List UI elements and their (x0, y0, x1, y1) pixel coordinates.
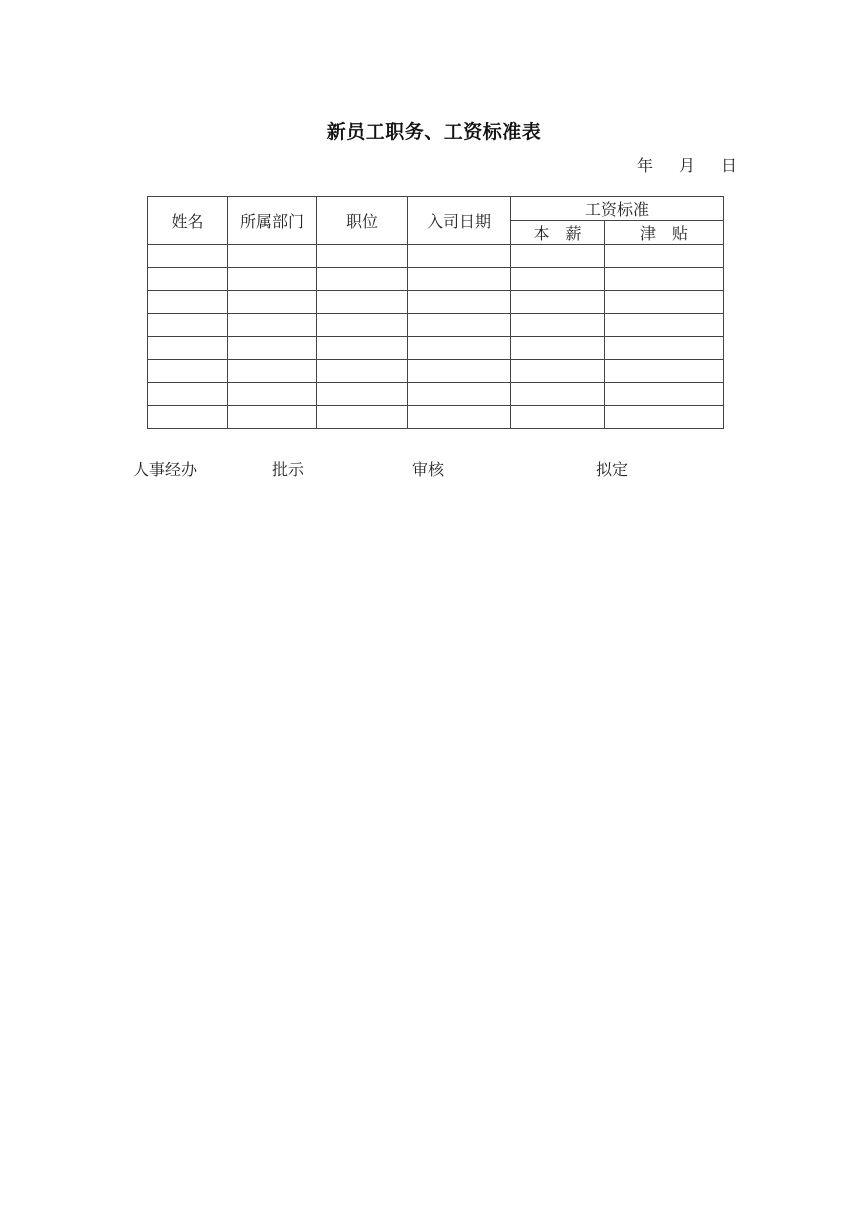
table-cell-hire-date[interactable] (408, 360, 511, 383)
table-cell-position[interactable] (317, 314, 408, 337)
table-cell-hire-date[interactable] (408, 268, 511, 291)
date-year-label: 年 (636, 156, 653, 175)
footer-hr-handler: 人事经办 (133, 460, 198, 479)
table-cell-department[interactable] (228, 406, 317, 429)
document-title: 新员工职务、工资标准表 (326, 121, 542, 143)
table-cell-base-salary[interactable] (511, 406, 605, 429)
table-cell-name[interactable] (148, 337, 228, 360)
header-position: 职位 (317, 197, 408, 245)
table-cell-name[interactable] (148, 314, 228, 337)
table-cell-name[interactable] (148, 268, 228, 291)
salary-standard-table (147, 196, 724, 429)
table-row (148, 337, 724, 360)
table-cell-position[interactable] (317, 291, 408, 314)
date-month-label: 月 (678, 156, 695, 175)
table-cell-base-salary[interactable] (511, 291, 605, 314)
table-cell-department[interactable] (228, 337, 317, 360)
table-cell-department[interactable] (228, 314, 317, 337)
table-cell-allowance[interactable] (605, 406, 724, 429)
table-cell-name[interactable] (148, 291, 228, 314)
table-cell-department[interactable] (228, 360, 317, 383)
table-cell-department[interactable] (228, 291, 317, 314)
table-cell-name[interactable] (148, 360, 228, 383)
table-row (148, 268, 724, 291)
header-hire-date: 入司日期 (408, 197, 511, 245)
table-cell-allowance[interactable] (605, 245, 724, 268)
table-cell-department[interactable] (228, 268, 317, 291)
header-department: 所属部门 (228, 197, 317, 245)
table-row (148, 314, 724, 337)
table-cell-hire-date[interactable] (408, 245, 511, 268)
table-row (148, 245, 724, 268)
date-line (637, 153, 737, 176)
table-body (148, 245, 724, 429)
table-row (148, 406, 724, 429)
table-cell-position[interactable] (317, 360, 408, 383)
table-cell-base-salary[interactable] (511, 245, 605, 268)
table-cell-position[interactable] (317, 268, 408, 291)
table-cell-position[interactable] (317, 245, 408, 268)
table-cell-position[interactable] (317, 337, 408, 360)
header-name: 姓名 (148, 197, 228, 245)
footer-drafted: 拟定 (596, 460, 629, 479)
header-salary-standard: 工资标准 (511, 197, 724, 221)
table-cell-base-salary[interactable] (511, 314, 605, 337)
table-row (148, 383, 724, 406)
footer-instruction: 批示 (272, 460, 305, 479)
footer-review: 审核 (412, 460, 445, 479)
table-row (148, 360, 724, 383)
table-cell-allowance[interactable] (605, 337, 724, 360)
table-cell-base-salary[interactable] (511, 268, 605, 291)
table-cell-hire-date[interactable] (408, 337, 511, 360)
table-cell-base-salary[interactable] (511, 383, 605, 406)
table-cell-hire-date[interactable] (408, 383, 511, 406)
table-cell-position[interactable] (317, 383, 408, 406)
signature-footer (0, 457, 868, 481)
table-cell-position[interactable] (317, 406, 408, 429)
table-cell-hire-date[interactable] (408, 291, 511, 314)
table-cell-base-salary[interactable] (511, 337, 605, 360)
table-cell-department[interactable] (228, 383, 317, 406)
table-cell-allowance[interactable] (605, 383, 724, 406)
header-base-salary: 本 薪 (511, 221, 605, 245)
table-cell-allowance[interactable] (605, 314, 724, 337)
table-cell-allowance[interactable] (605, 360, 724, 383)
header-allowance: 津 贴 (605, 221, 724, 245)
table-cell-name[interactable] (148, 406, 228, 429)
table-cell-department[interactable] (228, 245, 317, 268)
table-cell-base-salary[interactable] (511, 360, 605, 383)
table-cell-allowance[interactable] (605, 291, 724, 314)
table-cell-hire-date[interactable] (408, 314, 511, 337)
table-cell-hire-date[interactable] (408, 406, 511, 429)
date-day-label: 日 (720, 156, 737, 175)
table-cell-name[interactable] (148, 383, 228, 406)
table-cell-name[interactable] (148, 245, 228, 268)
table-cell-allowance[interactable] (605, 268, 724, 291)
table-row (148, 291, 724, 314)
